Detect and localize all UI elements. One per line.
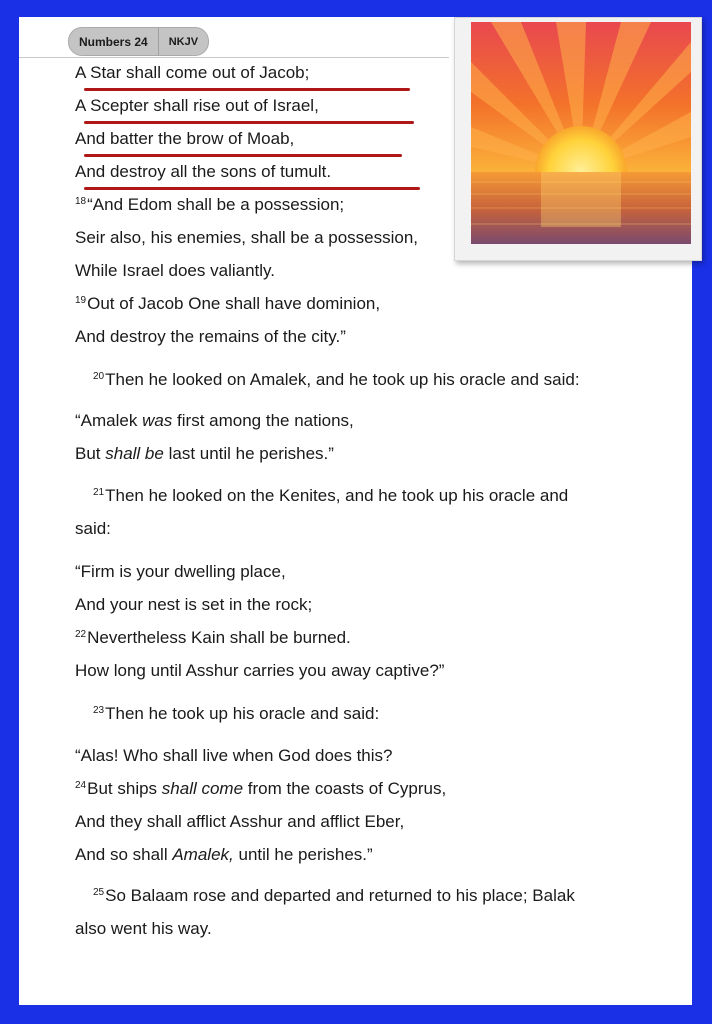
header-divider	[19, 57, 449, 58]
verse-line: also went his way.	[75, 919, 212, 938]
underline-mark	[84, 187, 420, 190]
verse-line: $^{22}$Nevertheless Kain shall be burned.	[75, 628, 351, 647]
verse-line: $^{20}$Then he looked on Amalek, and he took up his oracle and said:	[93, 370, 580, 389]
verse-line: “Firm is your dwelling place,	[75, 562, 286, 581]
sunset-image-frame	[454, 17, 702, 261]
verse-line: $^{24}$But ships shall come from the coasts of Cyprus,	[75, 779, 447, 798]
underline-mark	[84, 154, 402, 157]
verse-line: Seir also, his enemies, shall be a possession,	[75, 228, 419, 247]
verse-line: A Scepter shall rise out of Israel,	[75, 96, 319, 115]
verse-line: A Star shall come out of Jacob;	[75, 63, 310, 82]
verse-line: While Israel does valiantly.	[75, 261, 275, 280]
bible-page	[19, 17, 692, 1005]
underline-mark	[84, 88, 410, 91]
chapter-selector[interactable]	[68, 27, 209, 56]
verse-line: $^{18}$“And Edom shall be a possession;	[75, 195, 345, 214]
verse-line: And your nest is set in the rock;	[75, 595, 313, 614]
verse-number: 23	[93, 705, 105, 716]
verse-line: “Alas! Who shall live when God does this?	[75, 746, 393, 765]
underline-mark	[84, 121, 414, 124]
verse-line: And destroy the remains of the city.”	[75, 327, 346, 346]
sun-reflection	[541, 172, 621, 227]
book-chapter-label[interactable]: Numbers 24	[79, 34, 148, 49]
verse-line: And they shall afflict Asshur and afflict Eber,	[75, 812, 405, 831]
verse-line: But shall be last until he perishes.”	[75, 444, 334, 463]
verse-line: $^{19}$Out of Jacob One shall have dominion,	[75, 294, 381, 313]
verse-line: How long until Asshur carries you away captive?”	[75, 661, 445, 680]
sunset-image	[471, 22, 691, 244]
verse-line: And so shall Amalek, until he perishes.”	[75, 845, 373, 864]
version-label[interactable]: NKJV	[168, 35, 199, 48]
verse-line: $^{21}$Then he looked on the Kenites, and he took up his oracle and	[93, 486, 569, 505]
verse-number: 22	[75, 629, 87, 640]
verse-line: $^{25}$So Balaam rose and departed and returned to his place; Balak	[93, 886, 575, 905]
verse-number: 19	[75, 295, 87, 306]
verse-number: 20	[93, 371, 105, 382]
verse-line: And batter the brow of Moab,	[75, 129, 295, 148]
verse-line: And destroy all the sons of tumult.	[75, 162, 332, 181]
verse-number: 21	[93, 487, 105, 498]
verse-line: “Amalek was first among the nations,	[75, 411, 354, 430]
verse-line: $^{23}$Then he took up his oracle and said:	[93, 704, 380, 723]
verse-number: 24	[75, 780, 87, 791]
verse-line: said:	[75, 519, 111, 538]
verse-number: 25	[93, 887, 105, 898]
verse-number: 18	[75, 196, 87, 207]
